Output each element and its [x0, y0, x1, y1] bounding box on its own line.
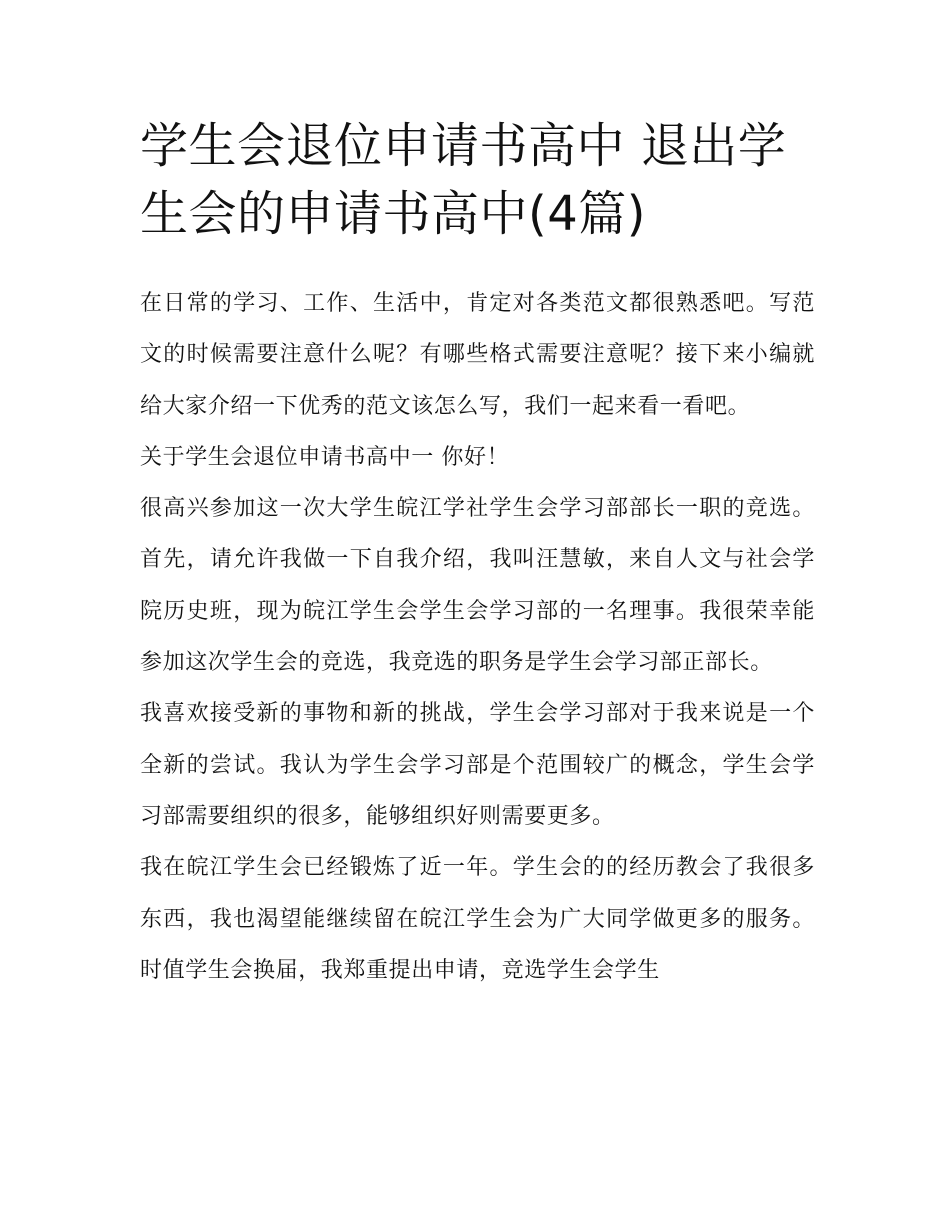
paragraph-self-intro: 很高兴参加这一次大学生皖江学社学生会学习部部长一职的竞选。首先，请允许我做一下自我介绍，我叫汪慧敏，来自人文与社会学院历史班，现为皖江学生会学生会学习部的一名理事。我很荣幸能参加这次学生会的竞选，我竞选的职务是学生会学习部正部长。 — [140, 496, 815, 676]
paragraph-heading-1: 关于学生会退位申请书高中一 你好！ — [140, 444, 510, 470]
paragraph-experience: 我在皖江学生会已经锻炼了近一年。学生会的的经历教会了我很多东西，我也渴望能继续留在皖江学生会为广大同学做更多的服务。时值学生会换届，我郑重提出申请，竞选学生会学生 — [140, 855, 815, 983]
paragraph-challenge: 我喜欢接受新的事物和新的挑战，学生会学习部对于我来说是一个全新的尝试。我认为学生会学习部是个范围较广的概念，学生会学习部需要组织的很多，能够组织好则需要更多。 — [140, 701, 815, 829]
document-body — [140, 278, 815, 996]
document-title: 学生会退位申请书高中 退出学生会的申请书高中(4篇) — [140, 118, 787, 242]
paragraph-intro: 在日常的学习、工作、生活中，肯定对各类范文都很熟悉吧。写范文的时候需要注意什么呢？有哪些格式需要注意呢？接下来小编就给大家介绍一下优秀的范文该怎么写，我们一起来看一看吧。 — [140, 291, 815, 419]
